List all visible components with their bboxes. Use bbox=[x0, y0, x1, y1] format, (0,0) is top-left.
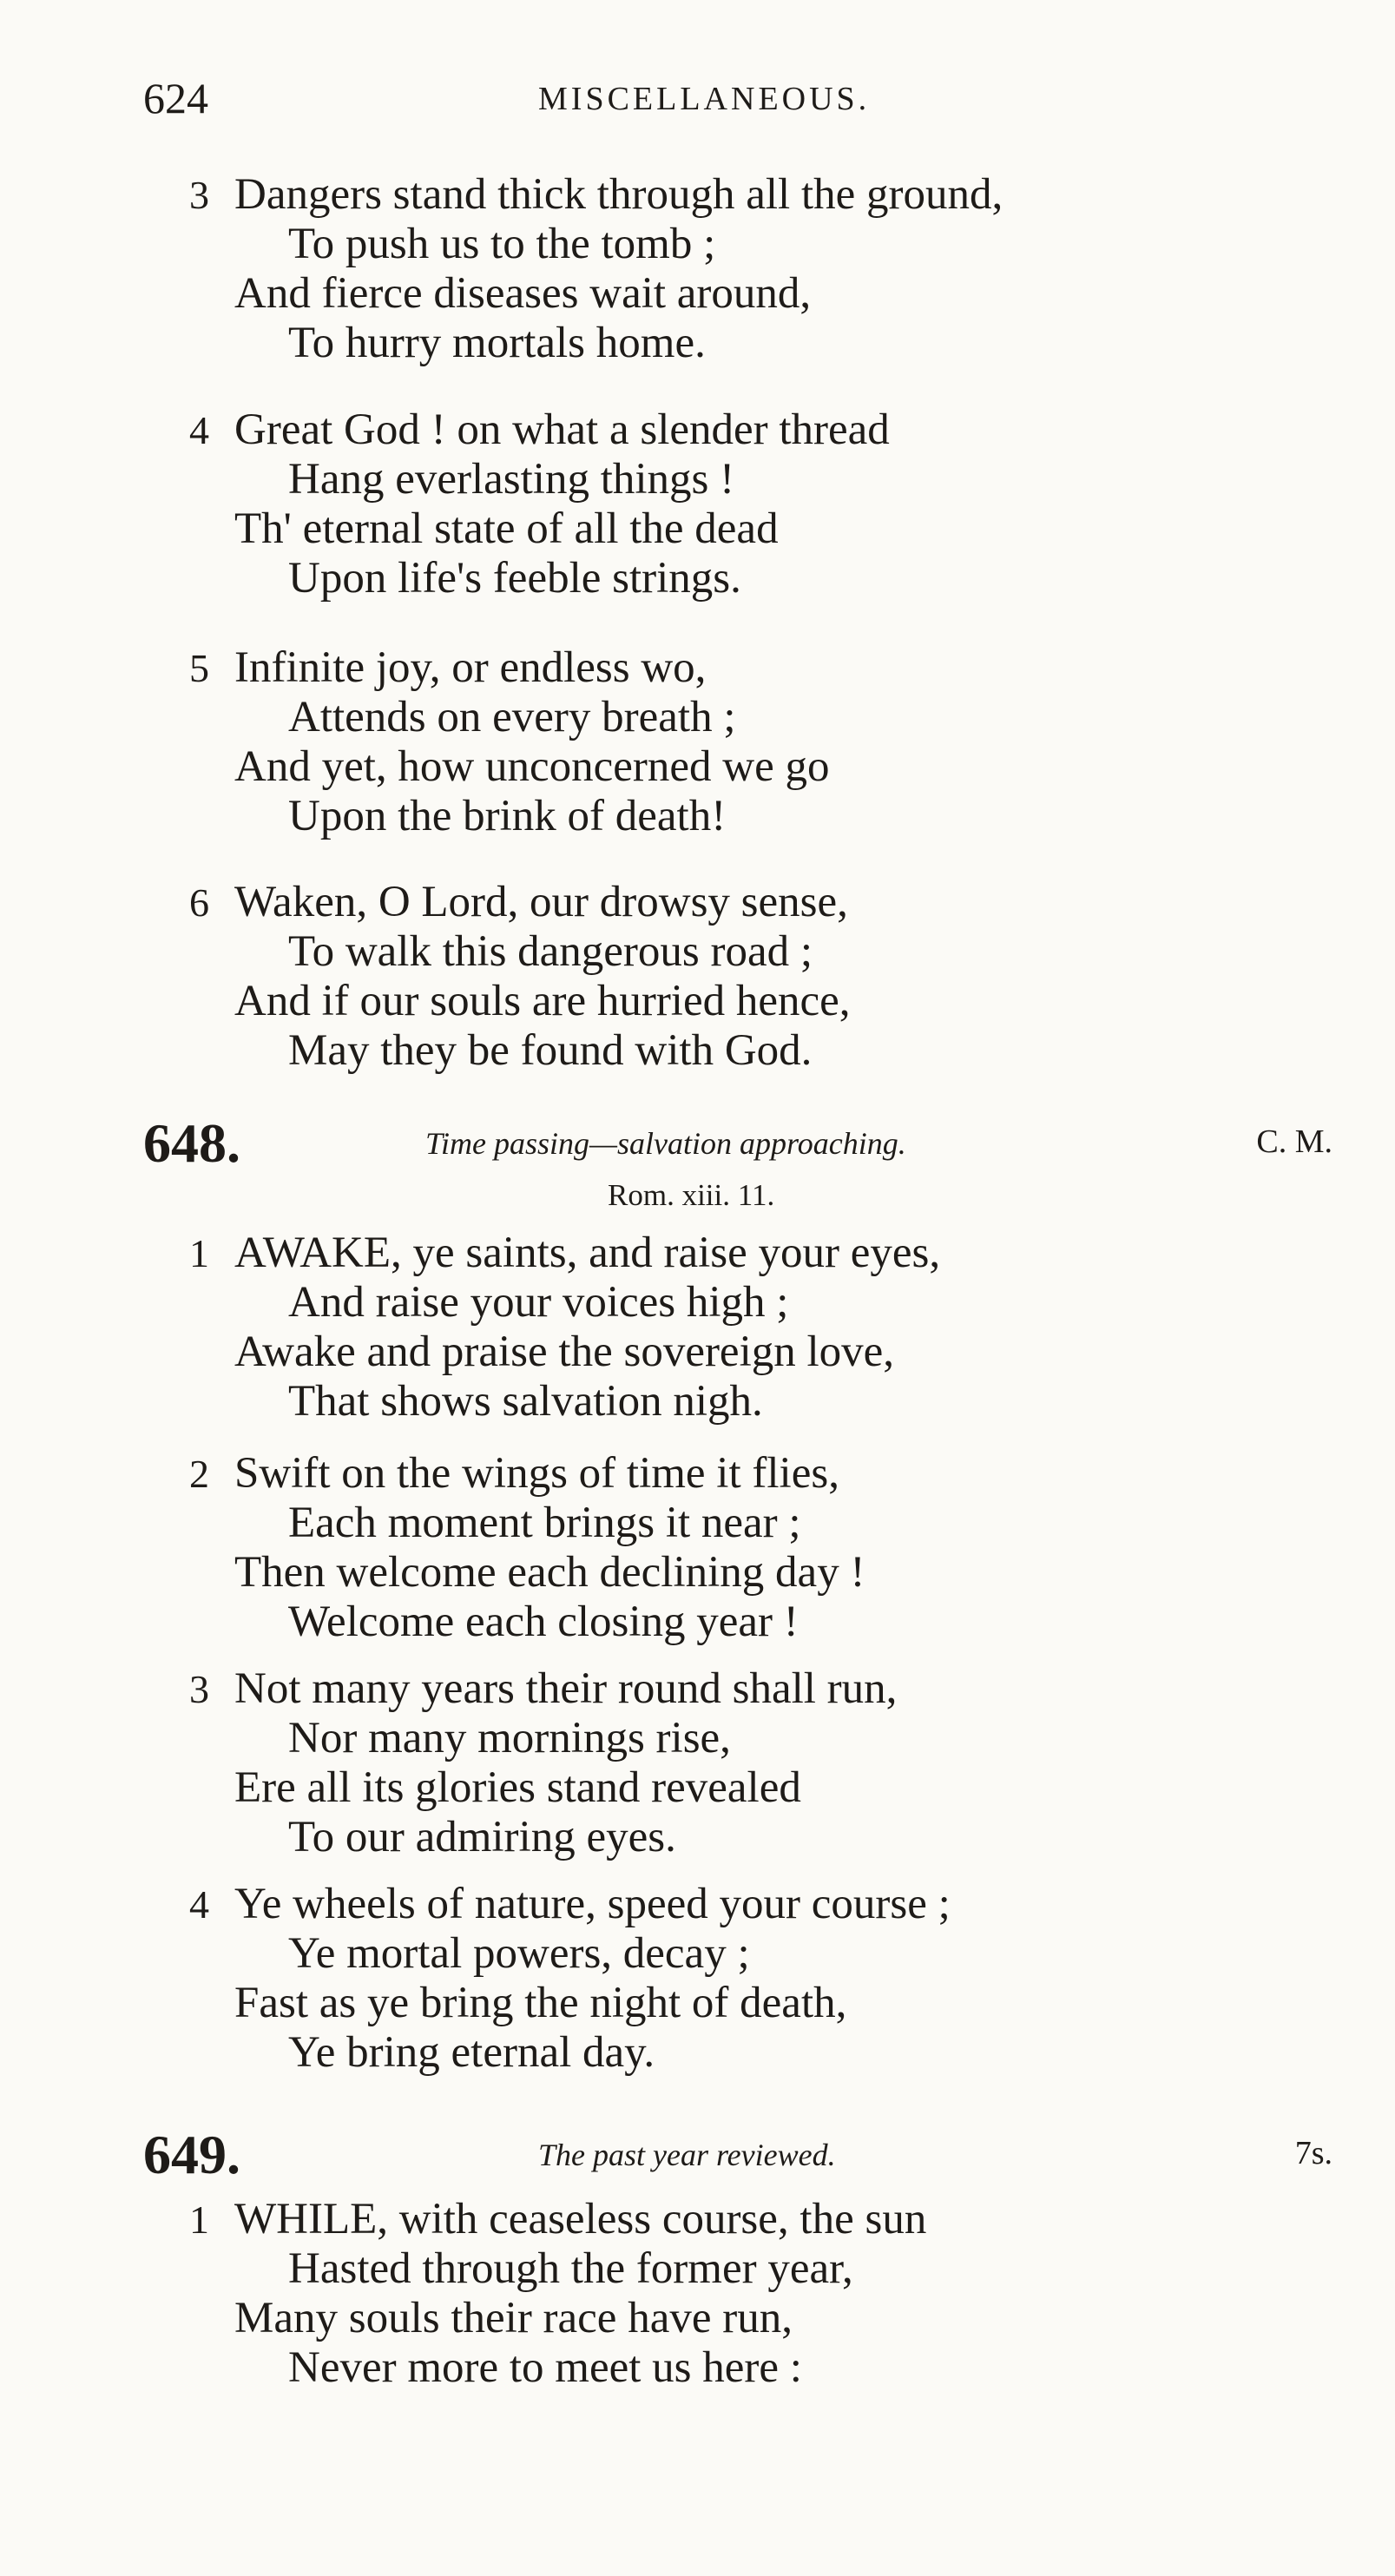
stanza-line: And yet, how unconcerned we go bbox=[234, 742, 830, 791]
stanza-number: 2 bbox=[189, 1452, 209, 1496]
stanza-line: Each moment brings it near ; bbox=[288, 1499, 801, 1547]
line-text: Great God ! on what a slender thread bbox=[234, 405, 890, 454]
stanza-line: To hurry mortals home. bbox=[288, 319, 706, 367]
line-text: Dangers stand thick through all the ground, bbox=[234, 170, 1003, 219]
hymn-649-stanza-1 bbox=[189, 2195, 927, 2393]
line-text: Waken, O Lord, our drowsy sense, bbox=[234, 878, 848, 926]
line-text: AWAKE, ye saints, and raise your eyes, bbox=[234, 1229, 941, 1277]
stanza-line: Hasted through the former year, bbox=[288, 2244, 853, 2293]
stanza-line: Attends on every breath ; bbox=[288, 693, 736, 741]
stanza-number: 1 bbox=[189, 2197, 209, 2242]
stanza-line: To push us to the tomb ; bbox=[288, 220, 716, 268]
stanza-5-continued bbox=[189, 643, 830, 841]
stanza-line: To our admiring eyes. bbox=[288, 1813, 676, 1861]
stanza-4-continued bbox=[189, 405, 890, 603]
stanza-line bbox=[189, 405, 890, 455]
stanza-line: To walk this dangerous road ; bbox=[288, 927, 813, 976]
page-number: 624 bbox=[143, 74, 208, 122]
hymn-649-header bbox=[143, 2125, 1332, 2185]
page-header bbox=[143, 68, 1341, 128]
stanza-line: Then welcome each declining day ! bbox=[234, 1548, 865, 1597]
stanza-line: Many souls their race have run, bbox=[234, 2294, 793, 2342]
stanza-line bbox=[189, 1229, 941, 1278]
stanza-line: Fast as ye bring the night of death, bbox=[234, 1979, 847, 2027]
stanza-line: Awake and praise the sovereign love, bbox=[234, 1328, 895, 1376]
hymn-number: 648. bbox=[143, 1112, 240, 1174]
stanza-number: 4 bbox=[189, 1882, 209, 1927]
stanza-line: Ye mortal powers, decay ; bbox=[288, 1929, 750, 1978]
stanza-line: Nor many mornings rise, bbox=[288, 1714, 731, 1762]
stanza-line: And fierce diseases wait around, bbox=[234, 269, 812, 318]
hymn-title: Time passing—salvation approaching. bbox=[425, 1126, 906, 1161]
hymn-648-stanza-3 bbox=[189, 1664, 898, 1862]
stanza-line: That shows salvation nigh. bbox=[288, 1377, 763, 1426]
hymn-648-header bbox=[143, 1113, 1332, 1174]
stanza-number: 5 bbox=[189, 646, 209, 690]
stanza-line bbox=[189, 643, 829, 693]
stanza-line: May they be found with God. bbox=[288, 1026, 813, 1075]
line-text: WHILE, with ceaseless course, the sun bbox=[234, 2195, 927, 2243]
stanza-line: Upon the brink of death! bbox=[288, 792, 727, 840]
scripture-reference: Rom. xiii. 11. bbox=[608, 1178, 775, 1212]
stanza-number: 4 bbox=[189, 408, 209, 452]
stanza-line bbox=[189, 2195, 927, 2244]
stanza-line: Upon life's feeble strings. bbox=[288, 554, 741, 603]
stanza-number: 6 bbox=[189, 880, 209, 925]
stanza-line: Th' eternal state of all the dead bbox=[234, 504, 779, 553]
stanza-6-continued bbox=[189, 878, 851, 1076]
hymn-meter: 7s. bbox=[1294, 2135, 1332, 2171]
hymn-648-stanza-4 bbox=[189, 1880, 951, 2078]
stanza-line: Ye bring eternal day. bbox=[288, 2028, 655, 2077]
stanza-line bbox=[189, 170, 1003, 220]
hymn-648-stanza-2 bbox=[189, 1449, 865, 1647]
stanza-number: 3 bbox=[189, 1667, 209, 1711]
running-title: MISCELLANEOUS. bbox=[538, 81, 871, 117]
stanza-3-continued bbox=[189, 170, 1003, 368]
hymn-title: The past year reviewed. bbox=[538, 2138, 836, 2172]
line-text: Swift on the wings of time it flies, bbox=[234, 1449, 839, 1498]
stanza-number: 1 bbox=[189, 1231, 209, 1275]
stanza-line bbox=[189, 1880, 951, 1929]
stanza-line: And raise your voices high ; bbox=[288, 1278, 789, 1327]
stanza-line: Never more to meet us here : bbox=[288, 2343, 802, 2392]
stanza-line bbox=[189, 1664, 898, 1714]
line-text: Ye wheels of nature, speed your course ; bbox=[234, 1880, 951, 1928]
line-text: Not many years their round shall run, bbox=[234, 1664, 898, 1713]
hymn-number: 649. bbox=[143, 2124, 240, 2185]
stanza-line: Ere all its glories stand revealed bbox=[234, 1763, 801, 1812]
stanza-line: Welcome each closing year ! bbox=[288, 1598, 799, 1646]
stanza-line bbox=[189, 878, 851, 927]
stanza-line bbox=[189, 1449, 865, 1499]
stanza-number: 3 bbox=[189, 173, 209, 217]
stanza-line: And if our souls are hurried hence, bbox=[234, 977, 851, 1025]
hymn-meter: C. M. bbox=[1256, 1123, 1332, 1160]
hymn-648-stanza-1 bbox=[189, 1229, 941, 1426]
stanza-line: Hang everlasting things ! bbox=[288, 455, 735, 504]
line-text: Infinite joy, or endless wo, bbox=[234, 643, 707, 692]
